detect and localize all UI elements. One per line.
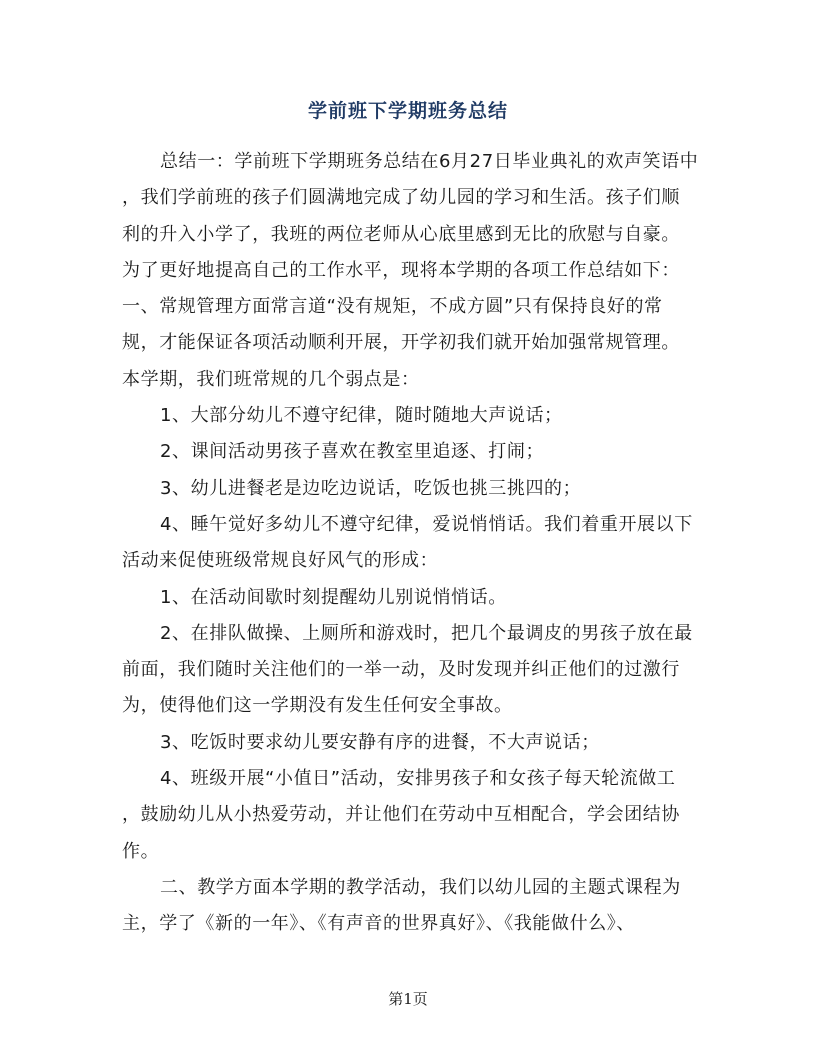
- body-line: 2、课间活动男孩子喜欢在教室里追逐、打闹；: [160, 441, 545, 463]
- body-line: 4、睡午觉好多幼儿不遵守纪律，爱说悄悄话。我们着重开展以下: [160, 513, 693, 535]
- document-title: 学前班下学期班务总结: [307, 100, 508, 122]
- body-line: ，鼓励幼儿从小热爱劳动，并让他们在劳动中互相配合，学会团结协: [122, 804, 680, 826]
- page-number: 第1页: [388, 990, 428, 1008]
- body-line: 1、大部分幼儿不遵守纪律，随时随地大声说话；: [160, 405, 563, 427]
- body-line: 总结一：学前班下学期班务总结在6月27日毕业典礼的欢声笑语中: [160, 151, 699, 172]
- body-line: 二、教学方面本学期的教学活动，我们以幼儿园的主题式课程为: [160, 876, 681, 898]
- body-line: 4、班级开展“小值日”活动，安排男孩子和女孩子每天轮流做工: [160, 768, 676, 790]
- body-line: 作。: [122, 840, 160, 862]
- body-line: 3、吃饭时要求幼儿要安静有序的进餐，不大声说话；: [160, 731, 600, 753]
- body-line: 为，使得他们这一学期没有发生任何安全事故。: [122, 695, 513, 717]
- body-line: 一、常规管理方面常言道“没有规矩，不成方圆”只有保持良好的常: [122, 296, 663, 318]
- body-line: 规，才能保证各项活动顺利开展，开学初我们就开始加强常规管理。: [122, 332, 680, 354]
- body-line: 本学期，我们班常规的几个弱点是：: [122, 368, 420, 390]
- body-line: 3、幼儿进餐老是边吃边说话，吃饭也挑三挑四的；: [160, 477, 582, 499]
- body-line: 活动来促使班级常规良好风气的形成：: [122, 550, 439, 572]
- body-line: ，我们学前班的孩子们圆满地完成了幼儿园的学习和生活。孩子们顺: [122, 187, 680, 209]
- document-body: [122, 144, 702, 943]
- body-line: 主，学了《新的一年》、《有声音的世界真好》、《我能做什么》、: [122, 913, 635, 935]
- body-line: 2、在排队做操、上厕所和游戏时，把几个最调皮的男孩子放在最: [160, 622, 693, 644]
- body-line: 利的升入小学了，我班的两位老师从心底里感到无比的欣慰与自豪。: [122, 223, 680, 245]
- body-line: 1、在活动间歇时刻提醒幼儿别说悄悄话。: [160, 586, 507, 608]
- body-line: 前面，我们随时关注他们的一举一动，及时发现并纠正他们的过激行: [122, 659, 680, 681]
- body-line: 为了更好地提高自己的工作水平，现将本学期的各项工作总结如下：: [122, 259, 680, 281]
